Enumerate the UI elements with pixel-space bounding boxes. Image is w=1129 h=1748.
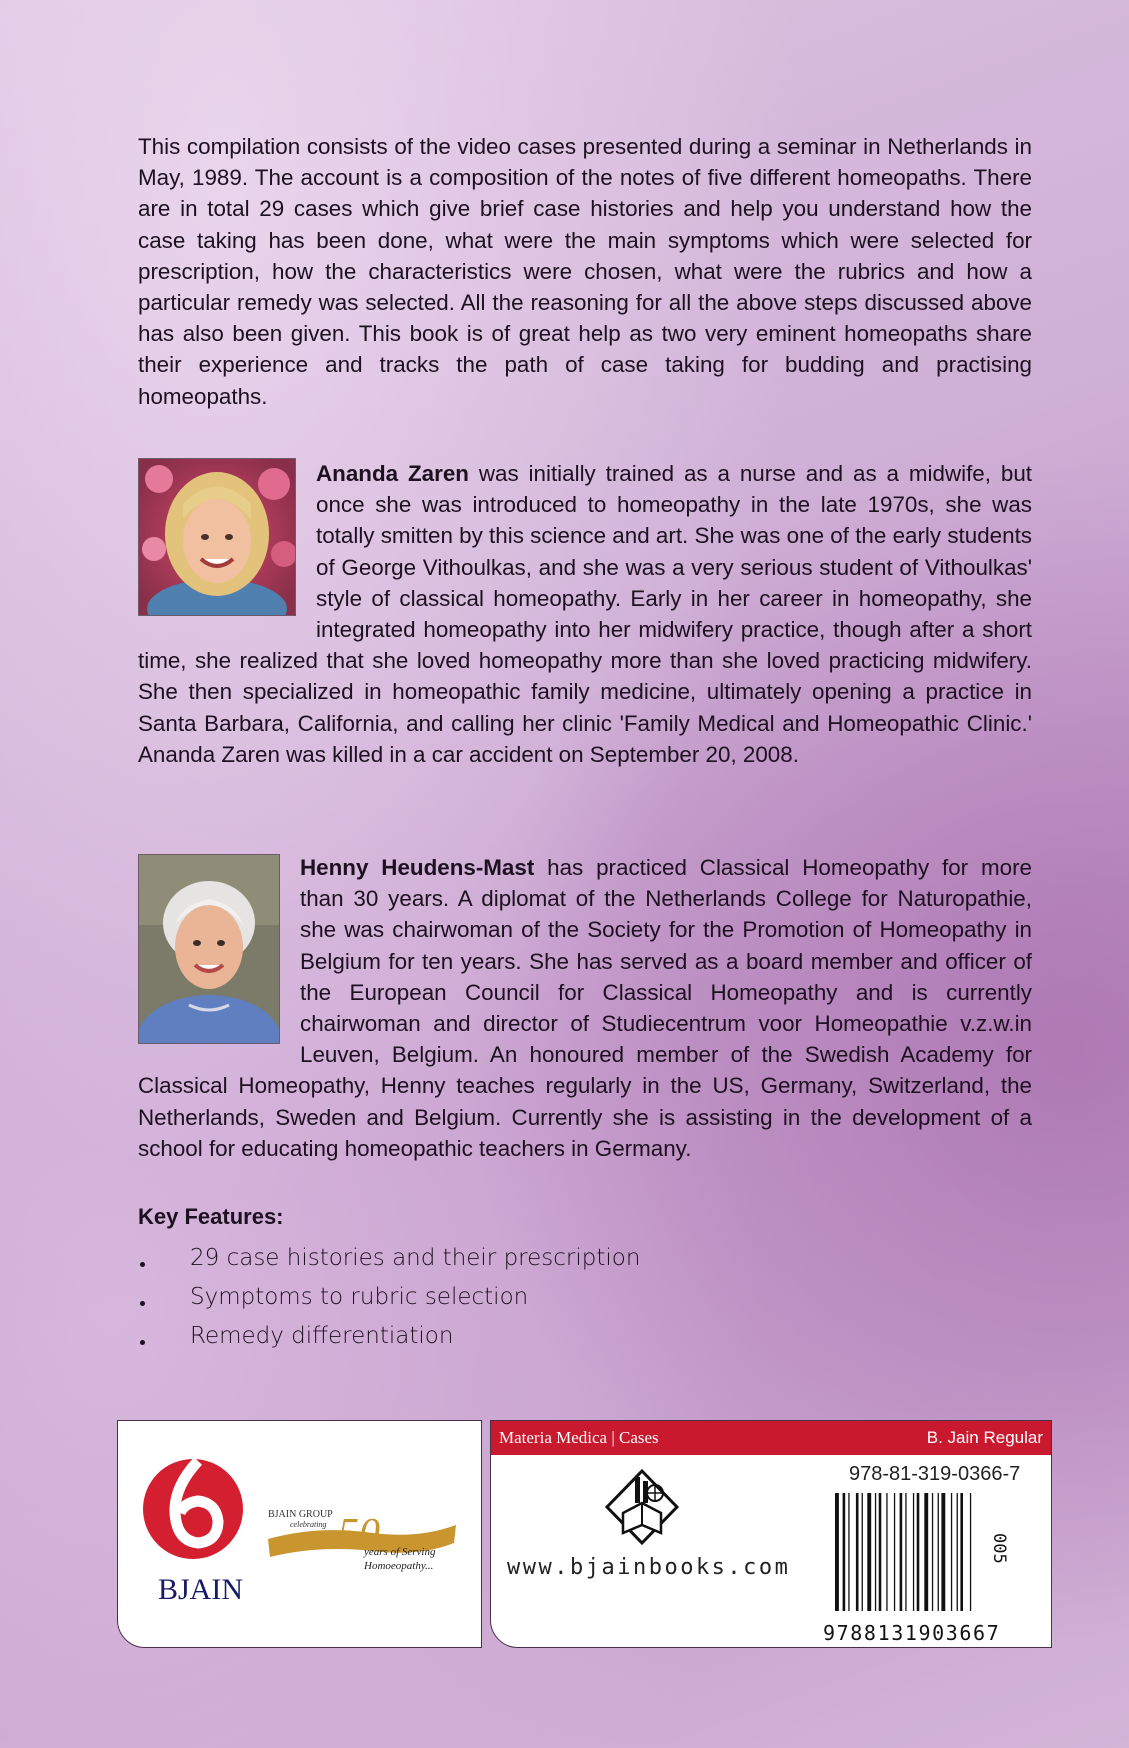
website-url: www.bjainbooks.com [507, 1555, 791, 1580]
intro-paragraph: This compilation consists of the video cases presented during a seminar in Netherlands in May, 1989. The account is a composition of the notes of five different homeopaths. There are in total 29 cases which give brief case histories and help you understand how the case taking has been done, what were the main symptoms which were selected for prescription, how the characteristics were chosen, what were the rubrics and how a particular remedy was selected. All the reasoning for all the above steps discussed above has also been given. This book is of great help as two very eminent homeopaths share their experience and tracks the path of case taking for budding and practising homeopaths. [138, 134, 1032, 409]
bjain-logo [118, 1421, 481, 1647]
barcode-bar [951, 1493, 952, 1611]
isbn-text: 978-81-319-0366-7 [849, 1463, 1021, 1485]
barcode-bar [848, 1493, 849, 1611]
back-info-panel [490, 1420, 1052, 1648]
author-name-ananda: Ananda Zaren [316, 461, 469, 486]
bjain-brand-text: BJAIN [158, 1573, 244, 1606]
barcode-bar [867, 1493, 871, 1611]
barcode-bar [879, 1493, 882, 1611]
key-features-title: Key Features: [138, 1204, 284, 1229]
barcode-bar [917, 1493, 920, 1611]
barcode-bar [957, 1493, 958, 1611]
bjain-group-text: BJAIN GROUP [268, 1509, 333, 1520]
series-label: B. Jain Regular [926, 1428, 1043, 1447]
barcode-digits: 9788131903667 [823, 1621, 1001, 1645]
key-features-list [138, 1240, 640, 1357]
bjain-books-emblem-icon [597, 1463, 687, 1553]
barcode [833, 1493, 1003, 1611]
barcode-bar [960, 1493, 963, 1611]
barcode-bar [913, 1493, 914, 1611]
barcode-bar [886, 1493, 887, 1611]
barcode-bar [970, 1493, 971, 1611]
barcode-bar [894, 1493, 895, 1611]
author-photo-henny [138, 854, 280, 1044]
author-photo-ananda [138, 458, 296, 616]
publisher-logo-panel [117, 1420, 482, 1648]
author-bio-henny [138, 852, 1032, 1164]
barcode-bar [843, 1493, 846, 1611]
author-bio-ananda [138, 458, 1032, 770]
barcode-bar [924, 1493, 928, 1611]
author-bio-text-henny: has practiced Classical Homeopathy for more than 30 years. A diplomat of the Netherlands College for Naturopathie, she was chairwoman of the Society for the Promotion of Homeopathy in Belgium for ten years. She has served as a board member and officer of the European Council for Classical Homeopathy and is currently chairwoman and director of Studiecentrum voor Homeopathie v.z.w.in Leuven, Belgium. An honoured member of the Swedish Academy for Classical Homeopathy, Henny teaches regularly in the US, Germany, Switzerland, the Netherlands, Sweden and Belgium. Currently she is assisting in the development of a school for educating homeopathic teachers in Germany. [138, 855, 1032, 1161]
key-feature-item: Remedy differentiation [138, 1318, 640, 1357]
author-name-henny: Henny Heudens-Mast [300, 855, 535, 880]
category-bar [491, 1421, 1051, 1455]
barcode-bar [856, 1493, 859, 1611]
barcode-bar [905, 1493, 906, 1611]
key-feature-item: 29 case histories and their prescription [138, 1240, 640, 1279]
author-bio-text-ananda: was initially trained as a nurse and as a midwife, but once she was introduced to homeopathy in the late 1970s, she was totally smitten by this science and art. She was one of the early students of George Vithoulkas, and she was a very serious student of Vithoulkas' style of classical homeopathy. Early in her career in homeopathy, she integrated homeopathy into her midwifery practice, though after a short time, she realized that she loved homeopathy more than she loved practicing midwifery. She then specialized in homeopathic family medicine, ultimately opening a practice in Santa Barbara, California, and calling her clinic 'Family Medical and Homeopathic Clinic.' Ananda Zaren was killed in a car accident on September 20, 2008. [138, 461, 1032, 767]
barcode-bar [932, 1493, 933, 1611]
barcode-bar [900, 1493, 903, 1611]
years-serving-text: years of Serving [364, 1546, 436, 1558]
barcode-bar [835, 1493, 839, 1611]
fifty-number: 50 [338, 1511, 380, 1557]
celebrating-text: celebrating [290, 1520, 327, 1529]
barcode-bar [938, 1493, 939, 1611]
price-code: 005 [989, 1533, 1009, 1564]
homoeopathy-text: Homoeopathy... [364, 1560, 434, 1572]
barcode-bar [941, 1493, 945, 1611]
category-label: Materia Medica | Cases [499, 1428, 659, 1447]
barcode-bar [862, 1493, 863, 1611]
barcode-bar [875, 1493, 876, 1611]
key-feature-item: Symptoms to rubric selection [138, 1279, 640, 1318]
